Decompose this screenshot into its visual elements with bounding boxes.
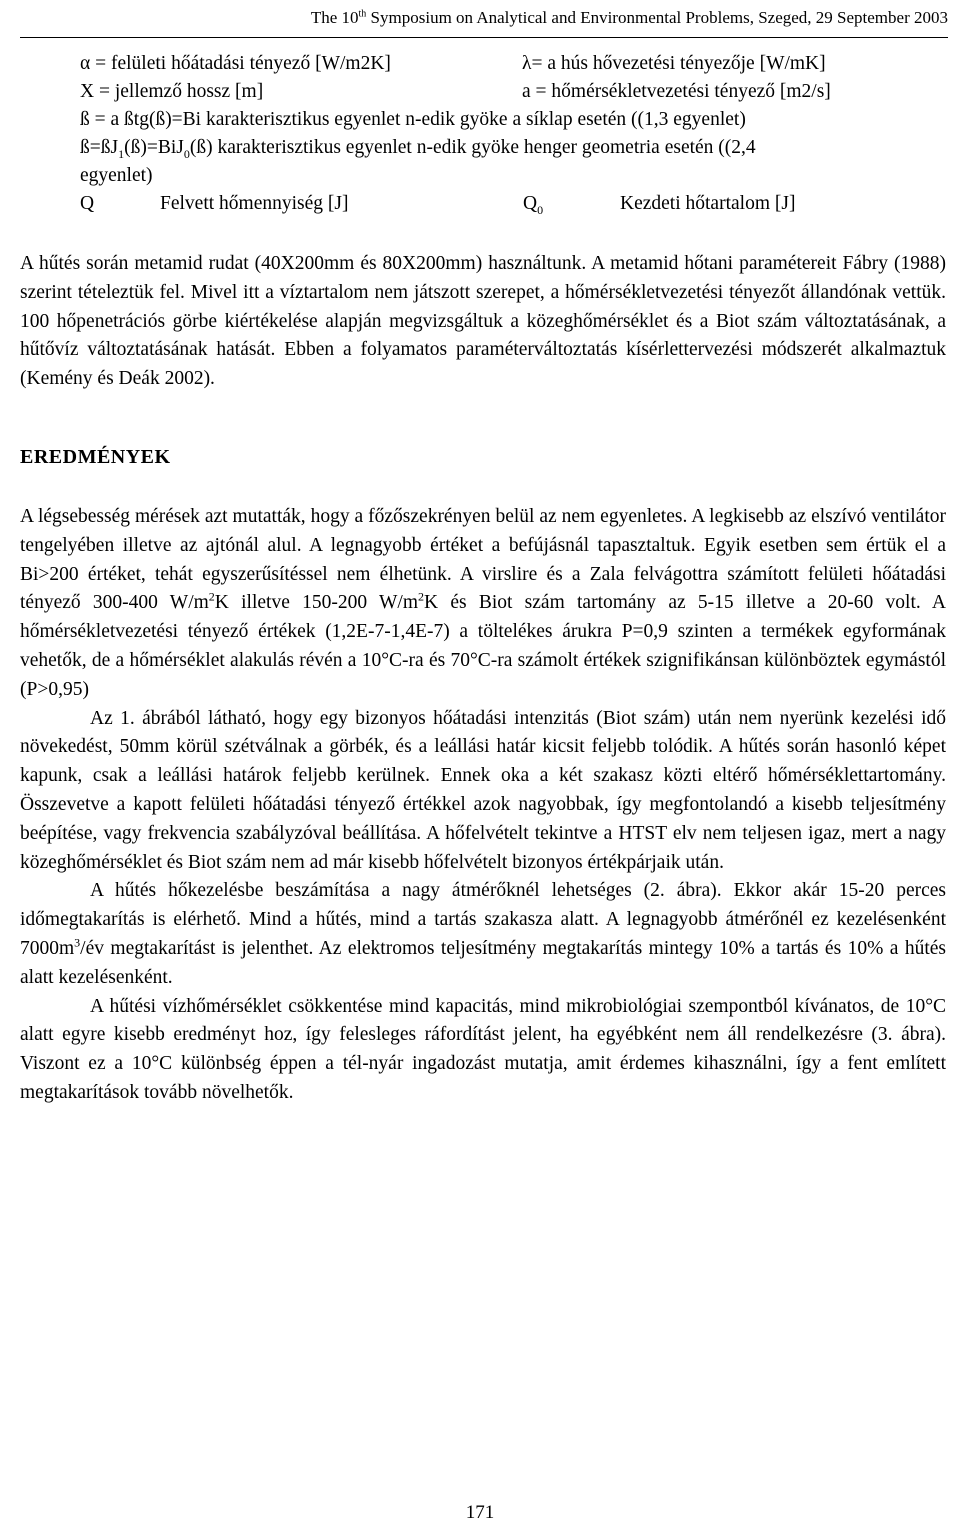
def-lambda: λ= a hús hővezetési tényezője [W/mK] bbox=[522, 53, 826, 74]
def-q-desc: Felvett hőmennyiség [J] bbox=[160, 193, 349, 214]
paragraph-results-4: A hűtési vízhőmérséklet csökkentése mind kapacitás, mind mikrobiológiai szempontból kívánatos, de 10°C alatt egyre kisebb eredményt hoz, így felesleges ráfordítást jelent, ha egyébként nem áll rendelkezésre (3. ábra). Viszont ez a 10°C különbség éppen a tél-nyár ingadozást mutatja, amit érdemes kihasználni, így a fent említett megtakarítások tovább növelhetők. bbox=[20, 995, 946, 1103]
paragraph-results-1: A légsebesség mérések azt mutatták, hogy a főzőszekrényen belül az nem egyenletes. A legkisebb az elszívó ventilátor tengelyében illetve az ajtónál alul. A legnagyobb értéket a befújásnál tapasztaltuk. Egyik esetben sem értük el a Bi>200 értéket, tehát egyszerűsítéssel nem élhetünk. A virslire és a Zala felvágottra számított felületi hőátadási tényező 300-400 $W/m^2K$ illetve 150-200 $W/m^2K$ és Biot szám tartomány az 5-15 illetve a 20-60 volt. A hőmérsékletvezetési tényező értékek (1,2E-7-1,4E-7) a töltelékes árukra P=0,9 szinten a termékek egyformának vehetők, de a hőmérséklet alakulás révén a 10°C-ra és 70°C-ra számolt értékek szignifikánsan különböztek egymástól (P>0,95) bbox=[20, 506, 946, 700]
def-q0-desc: Kezdeti hőtartalom [J] bbox=[620, 193, 796, 214]
def-a: a = hőmérsékletvezetési tényező [m2/s] bbox=[522, 81, 831, 102]
paragraph-results-2: Az 1. ábrából látható, hogy egy bizonyos hőátadási intenzitás (Biot szám) után nem nyerünk kezelési idő növekedést, 50mm körül szétválnak a görbék, és a leállási határ kicsit feljebb tolódik. A hűtés során hasonló képet kapunk, csak a leállási határok feljebb kerülnek. Ennek oka a két szakasz közti eltérő hőmérséklettartomány. Összevetve a kapott felületi hőátadási tényező értékkel azok nagyobbak, így megfontolandó a kisebb teljesítmény beépítése, vagy frekvencia szabályzóval beállítása. A hőfelvételt tekintve a HTST elv nem teljesen igaz, mert a nagy közeghőmérséklet és Biot szám nem ad már kisebb hőfelvételt bizonyos értékpárjaik után. bbox=[20, 707, 946, 873]
paragraph-results-3: A hűtés hőkezelésbe beszámítása a nagy átmérőknél lehetséges (2. ábra). Ekkor akár 15-20 perces időmegtakarítás is elérhető. Mind a hűtés, mind a tartás szakasza alatt. A legnagyobb átmérőnél ez kezelésenként $7000m^3/év$ megtakarítást is jelenthet. Az elektromos teljesítmény megtakarítás mintegy 10% a tartás és 10% a hűtés alatt kezelésenként. bbox=[20, 880, 946, 988]
results-text bbox=[20, 503, 946, 1108]
def-beta-cylinder: $ß=ßJ_1(ß)=BiJ_0(ß)$ karakterisztikus egyenlet n-edik gyöke henger geometria esetén ((2,4 bbox=[80, 137, 756, 161]
def-x: X = jellemző hossz [m] bbox=[80, 81, 264, 102]
methods-paragraph bbox=[20, 250, 946, 394]
section-heading: EREDMÉNYEK bbox=[20, 446, 171, 468]
def-q0-symbol: $Q_0$ bbox=[523, 193, 544, 217]
symbol-definitions bbox=[80, 50, 950, 218]
def-row-1 bbox=[80, 50, 950, 78]
def-q-symbol: Q bbox=[80, 193, 95, 214]
paragraph-methods: A hűtés során metamid rudat (40X200mm és 80X200mm) használtunk. A metamid hőtani paramétereit Fábry (1988) szerint tételeztük fel. Mivel itt a víztartalom nem játszott szerepet, a hőmérsékletvezetési tényezőt állandónak vettük. 100 hőpenetrációs görbe kiértékelése alapján megvizsgáltuk a közeghőmérséklet és a Biot szám változtatásának, a hűtővíz változtatásának hatását. Ebben a folyamatos paraméterváltoztatás kísérlettervezési módszerét alkalmaztuk (Kemény és Deák 2002). bbox=[20, 253, 946, 390]
def-row-4 bbox=[80, 134, 950, 162]
def-row-2 bbox=[80, 78, 950, 106]
page-number: 171 bbox=[465, 1502, 495, 1523]
def-alpha: α = felületi hőátadási tényező [W/m2K] bbox=[80, 53, 391, 74]
def-row-5 bbox=[80, 162, 950, 190]
def-beta-cylinder-cont: egyenlet) bbox=[80, 165, 153, 186]
def-beta-plate: ß = a ßtg(ß)=Bi karakterisztikus egyenlet n-edik gyöke a síklap esetén ((1,3 egyenlet) bbox=[80, 109, 746, 130]
def-row-6 bbox=[80, 190, 950, 218]
def-row-3 bbox=[80, 106, 950, 134]
header-rule bbox=[20, 37, 948, 38]
running-header: The 10th Symposium on Analytical and Environmental Problems, Szeged, 29 September 2003 bbox=[310, 8, 948, 27]
